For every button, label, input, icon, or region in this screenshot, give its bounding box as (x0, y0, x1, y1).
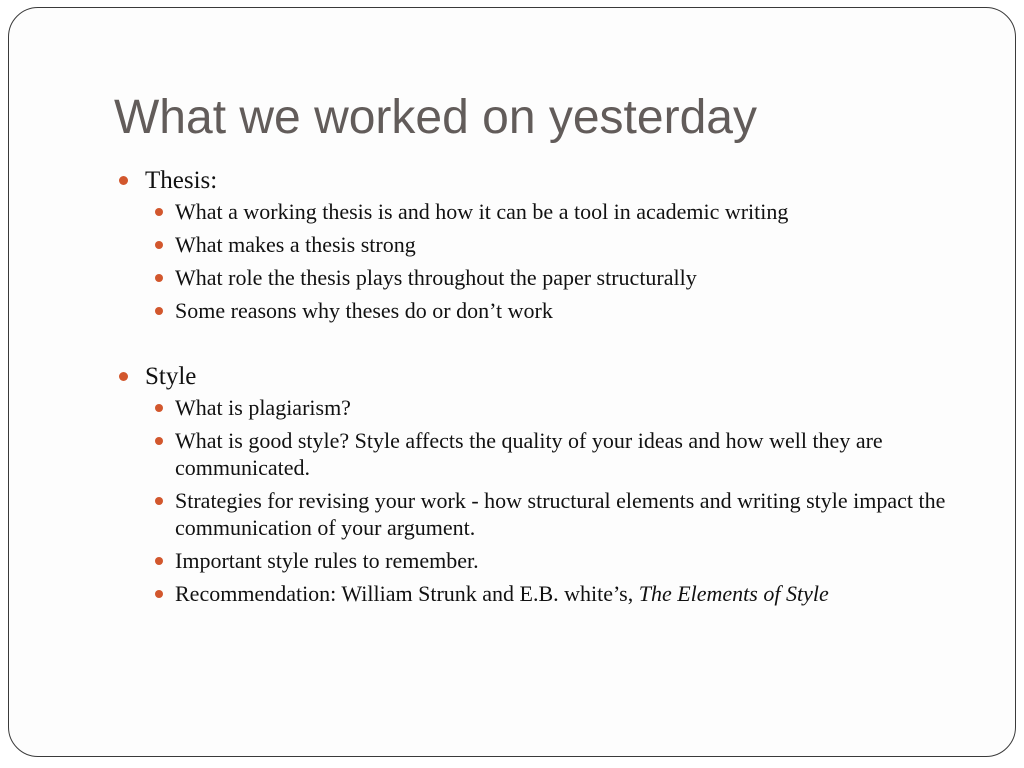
bullet-dot-icon (119, 176, 128, 185)
sub-bullet-list (113, 394, 973, 607)
bullet-level1 (113, 164, 973, 198)
list-item (175, 231, 973, 258)
list-item-text: What is good style? Style affects the quality of your ideas and how well they are communicated. (175, 428, 883, 480)
bullet-dot-icon (155, 557, 163, 565)
bullet-dot-icon (155, 241, 163, 249)
bullet-level1 (113, 360, 973, 394)
list-item (175, 487, 973, 541)
bullet-dot-icon (155, 590, 163, 598)
slide-content (113, 164, 973, 613)
list-item (175, 297, 973, 324)
list-item (175, 264, 973, 291)
list-item-text: Important style rules to remember. (175, 548, 479, 573)
bullet-dot-icon (155, 307, 163, 315)
list-item-text: What a working thesis is and how it can be a tool in academic writing (175, 199, 789, 224)
bullet-dot-icon (119, 372, 128, 381)
book-title: The Elements of Style (638, 581, 829, 606)
list-item-text: What is plagiarism? (175, 395, 351, 420)
bullet-dot-icon (155, 208, 163, 216)
slide (8, 7, 1016, 757)
recommendation-item (175, 580, 973, 607)
list-item (175, 427, 973, 481)
list-item-text: Strategies for revising your work - how structural elements and writing style impact the communication of your argument. (175, 488, 946, 540)
recommendation-text: Recommendation: William Strunk and E.B. white’s, (175, 581, 639, 606)
section-heading: Style (145, 363, 197, 390)
section-thesis (113, 164, 973, 324)
list-item-text: What role the thesis plays throughout the paper structurally (175, 265, 697, 290)
list-item (175, 198, 973, 225)
section-heading: Thesis: (145, 167, 218, 194)
list-item-text: Some reasons why theses do or don’t work (175, 298, 553, 323)
list-item (175, 394, 973, 421)
list-item-text: What makes a thesis strong (175, 232, 416, 257)
sub-bullet-list (113, 198, 973, 324)
bullet-dot-icon (155, 437, 163, 445)
bullet-dot-icon (155, 404, 163, 412)
bullet-dot-icon (155, 497, 163, 505)
bullet-dot-icon (155, 274, 163, 282)
section-style (113, 360, 973, 607)
slide-title: What we worked on yesterday (114, 91, 757, 144)
list-item (175, 547, 973, 574)
